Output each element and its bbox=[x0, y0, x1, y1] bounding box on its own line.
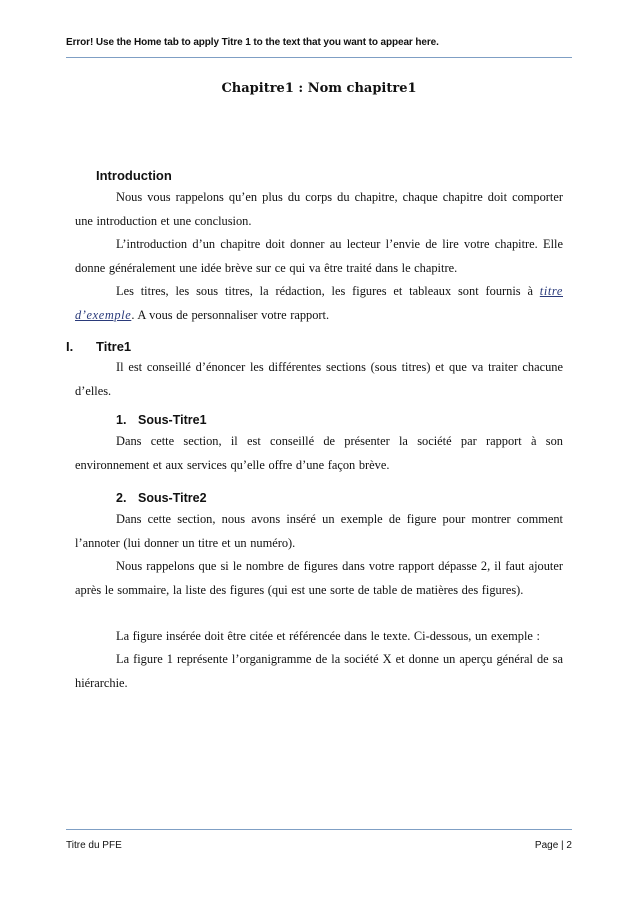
subsection-2-paragraph-3: La figure insérée doit être citée et référencée dans le texte. Ci-dessous, un exemple : bbox=[116, 629, 540, 643]
subsection-1-paragraph: Dans cette section, il est conseillé de présenter la société par rapport à son environnement et aux services qu’elle offre d’une façon brève. bbox=[75, 434, 563, 472]
intro-paragraph-2: L’introduction d’un chapitre doit donner au lecteur l’envie de lire votre chapitre. Elle donne généralement une idée brève sur ce qui va être traité dans le chapitre. bbox=[75, 237, 563, 275]
footer-report-title: Titre du PFE bbox=[66, 840, 122, 851]
section-1-title: Titre1 bbox=[96, 339, 132, 354]
chapter-title: Chapitre1 : Nom chapitre1 bbox=[221, 81, 417, 96]
footer-divider bbox=[66, 829, 572, 830]
titre-exemple-link[interactable]: titre d’exemple bbox=[75, 284, 563, 322]
subsection-2-number: 2. bbox=[116, 491, 127, 505]
page-header: Error! Use the Home tab to apply Titre 1 to the text that you want to appear here. bbox=[66, 37, 439, 48]
intro-paragraph-3-start: Les titres, les sous titres, la rédaction, les figures et tableaux sont fournis à bbox=[116, 284, 540, 298]
intro-paragraph-3 bbox=[75, 280, 563, 327]
subsection-2-paragraph-2: Nous rappelons que si le nombre de figures dans votre rapport dépasse 2, il faut ajouter après le sommaire, la liste des figures (qui est une sorte de table de matières des figures). bbox=[75, 559, 563, 597]
footer-page-number: Page | 2 bbox=[534, 840, 572, 851]
header-divider bbox=[66, 57, 572, 58]
section-1-paragraph: Il est conseillé d’énoncer les différentes sections (sous titres) et que va traiter chacune d’elles. bbox=[75, 360, 563, 398]
intro-paragraph-3-end: . A vous de personnaliser votre rapport. bbox=[131, 307, 330, 322]
subsection-1-number: 1. bbox=[116, 413, 127, 427]
subsection-1-title: Sous-Titre1 bbox=[138, 413, 207, 427]
introduction-heading: Introduction bbox=[96, 168, 172, 183]
subsection-2-paragraph-1: Dans cette section, nous avons inséré un exemple de figure pour montrer comment l’annoter (lui donner un titre et un numéro). bbox=[75, 512, 563, 550]
section-1-number: I. bbox=[66, 339, 74, 354]
subsection-2-title: Sous-Titre2 bbox=[138, 491, 207, 505]
subsection-2-paragraph-4: La figure 1 représente l’organigramme de la société X et donne un aperçu général de sa hiérarchie. bbox=[75, 652, 563, 690]
intro-paragraph-1: Nous vous rappelons qu’en plus du corps du chapitre, chaque chapitre doit comporter une introduction et une conclusion. bbox=[75, 190, 563, 228]
